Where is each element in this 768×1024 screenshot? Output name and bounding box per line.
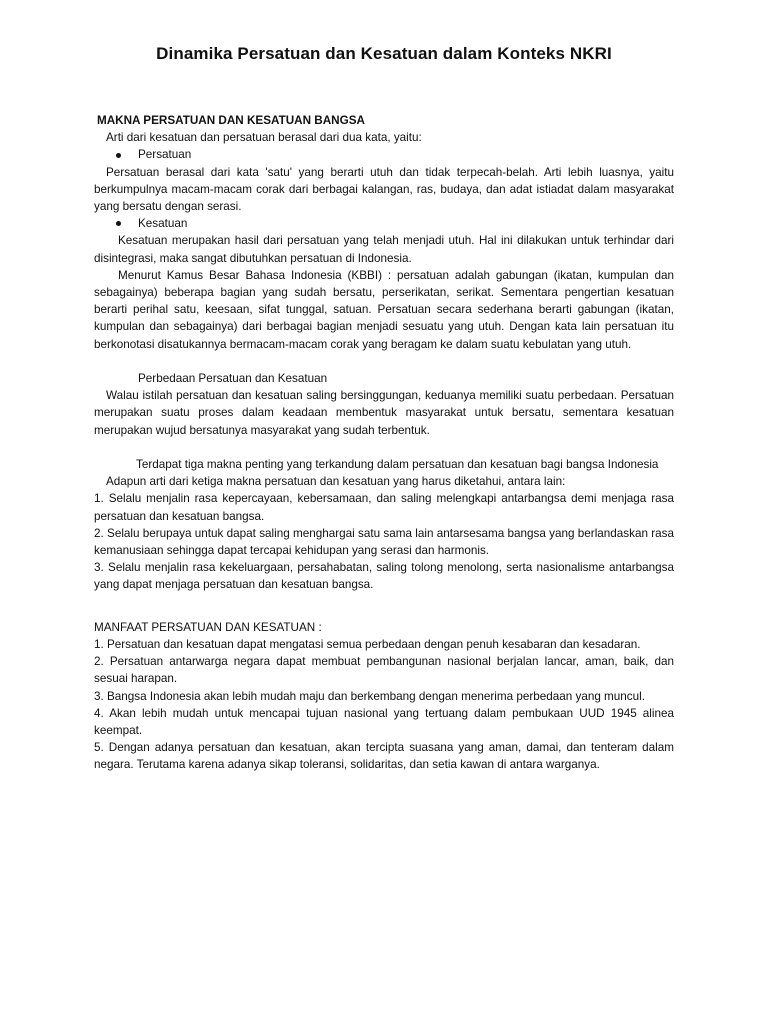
makna-list-item: 1. Selalu menjalin rasa kepercayaan, kebersamaan, dan saling melengkapi antarbangsa demi menjaga rasa persatuan dan kesatuan bangsa.: [94, 492, 674, 523]
bullet-item-persatuan: [94, 146, 674, 163]
section-heading-manfaat: MANFAAT PERSATUAN DAN KESATUAN :: [94, 620, 322, 634]
bullet-item-kesatuan: [94, 215, 674, 232]
document-body: [94, 112, 674, 774]
makna-intro: Arti dari kesatuan dan persatuan berasal dari dua kata, yaitu:: [106, 131, 422, 145]
makna-list-item: 2. Selalu berupaya untuk dapat saling menghargai satu sama lain antarsesama bangsa yang berlandaskan rasa kemanusiaan sehingga dapat tercapai kehidupan yang serasi dan harmonis.: [94, 526, 674, 558]
bullet-label: Persatuan: [138, 148, 192, 162]
spacer: [94, 439, 674, 456]
tiga-makna-intro: Adapun arti dari ketiga makna persatuan dan kesatuan yang harus diketahui, antara lain:: [106, 475, 566, 489]
kesatuan-paragraph: Kesatuan merupakan hasil dari persatuan yang telah menjadi utuh. Hal ini dilakukan untuk terhindar dari disintegrasi, maka sangat dibutuhkan persatuan di Indonesia.: [94, 234, 674, 265]
spacer: [94, 611, 674, 619]
perbedaan-paragraph: Walau istilah persatuan dan kesatuan saling bersinggungan, keduanya memiliki suatu perbedaan. Persatuan merupakan suatu proses dalam keadaan membentuk masyarakat untuk bersatu, sementara kesatuan merupakan wujud bersatunya masyarakat yang sudah terbentuk.: [94, 389, 674, 437]
spacer: [94, 594, 674, 611]
bullet-icon: [116, 153, 121, 158]
manfaat-list-item: 2. Persatuan antarwarga negara dapat membuat pembangunan nasional berjalan lancar, aman, baik, dan sesuai harapan.: [94, 655, 674, 686]
makna-list-item: 3. Selalu menjalin rasa kekeluargaan, persahabatan, saling tolong menolong, serta nasionalisme antarbangsa yang dapat menjaga persatuan dan kesatuan bangsa.: [94, 561, 674, 592]
spacer: [94, 353, 674, 370]
section-heading-makna: MAKNA PERSATUAN DAN KESATUAN BANGSA: [97, 114, 365, 127]
persatuan-paragraph: Persatuan berasal dari kata 'satu' yang berarti utuh dan tidak terpecah-belah. Arti lebih luasnya, yaitu berkumpulnya macam-macam corak dari berbagai kalangan, ras, budaya, dan adat istiadat dalam masyarakat yang bersatu dengan serasi.: [94, 165, 674, 214]
document-title: Dinamika Persatuan dan Kesatuan dalam Konteks NKRI: [156, 44, 612, 63]
manfaat-list-item: 1. Persatuan dan kesatuan dapat mengatasi semua perbedaan dengan penuh kesabaran dan kesadaran.: [94, 638, 641, 652]
manfaat-list-item: 5. Dengan adanya persatuan dan kesatuan, akan tercipta suasana yang aman, damai, dan tenteram dalam negara. Terutama karena adanya sikap toleransi, solidaritas, dan setia kawan di antara warganya.: [94, 741, 674, 772]
manfaat-list-item: 4. Akan lebih mudah untuk mencapai tujuan nasional yang tertuang dalam pembukaan UUD 1945 alinea keempat.: [94, 706, 674, 738]
section-heading-perbedaan: Perbedaan Persatuan dan Kesatuan: [138, 372, 328, 386]
bullet-label: Kesatuan: [138, 217, 188, 231]
section-heading-tiga-makna: Terdapat tiga makna penting yang terkandung dalam persatuan dan kesatuan bagi bangsa Indonesia: [136, 458, 659, 472]
kbbi-paragraph: Menurut Kamus Besar Bahasa Indonesia (KBBI) : persatuan adalah gabungan (ikatan, kumpulan dan sebagainya) beberapa bagian yang sudah bersatu, perserikatan, serikat. Sementara pengertian kesatuan berarti perihal satu, keesaan, sifat tunggal, satuan. Persatuan secara sederhana berarti gabungan (ikatan, kumpulan dan sebagainya) dari berbagai bagian menjadi sesuatu yang utuh. Dengan kata lain persatuan itu berkonotasi disatukannya bermacam-macam corak yang beragam ke dalam suatu kebulatan yang utuh.: [94, 268, 674, 351]
bullet-icon: [116, 221, 121, 226]
manfaat-list-item: 3. Bangsa Indonesia akan lebih mudah maju dan berkembang dengan menerima perbedaan yang muncul.: [94, 689, 645, 703]
